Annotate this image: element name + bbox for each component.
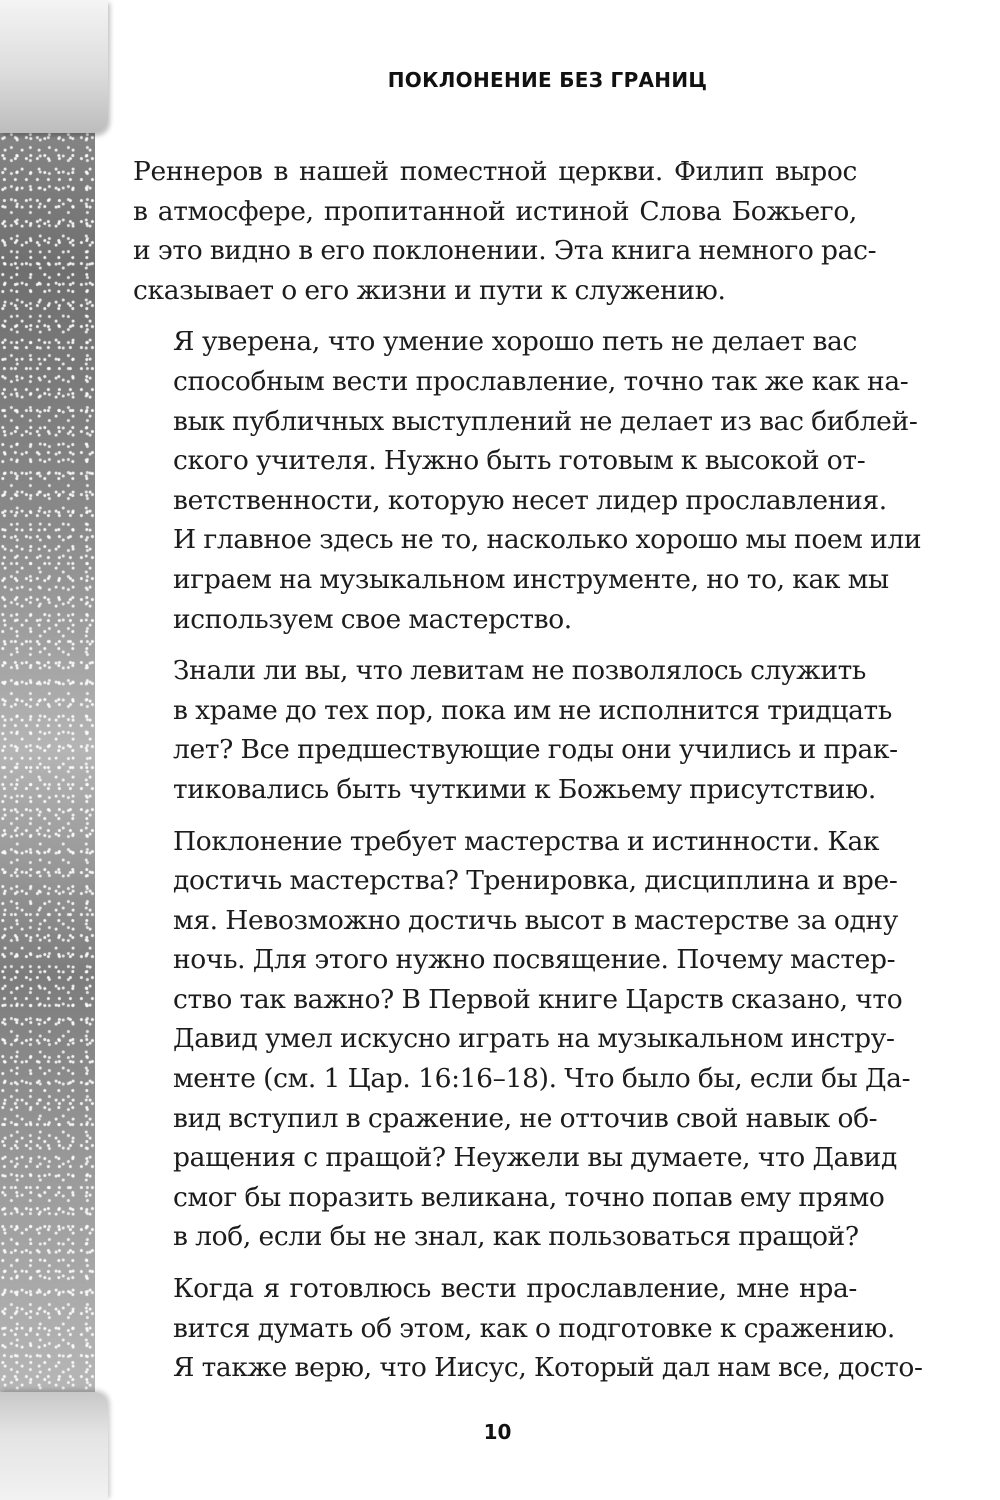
- text-line: менте (см. 1 Цар. 16:16–18). Что было бы, если бы Да-: [173, 1063, 911, 1095]
- text-line: ращения с пращой? Неужели вы думаете, что Давид: [173, 1142, 897, 1174]
- text-line: Когда я готовлюсь вести прославление, мне нра-: [173, 1273, 857, 1305]
- body-text: [133, 152, 923, 1400]
- text-line: ского учителя. Нужно быть готовым к высокой от-: [173, 445, 866, 477]
- paragraph: [133, 651, 898, 809]
- text-line: Я уверена, что умение хорошо петь не делает вас: [173, 326, 857, 358]
- text-line: используем свое мастерство.: [173, 603, 572, 635]
- text-line: играем на музыкальном инструменте, но то, как мы: [173, 563, 889, 595]
- text-line: ство так важно? В Первой книге Царств сказано, что: [173, 983, 903, 1015]
- text-line: сказывает о его жизни и пути к служению.: [133, 274, 726, 306]
- text-line: и это видно в его поклонении. Эта книга немного рас-: [133, 235, 877, 267]
- text-line: смог бы поразить великана, точно попав ему прямо: [173, 1181, 885, 1213]
- decorative-bottom-tab: [0, 1392, 108, 1500]
- text-line: тиковались быть чуткими к Божьему присутствию.: [173, 773, 876, 805]
- decorative-side-strip: [0, 0, 95, 1500]
- paragraph: [133, 322, 922, 639]
- paragraph: [133, 152, 877, 310]
- text-line: в храме до тех пор, пока им не исполнится тридцать: [173, 694, 892, 726]
- text-line: достичь мастерства? Тренировка, дисциплина и вре-: [173, 865, 898, 897]
- text-line: Давид умел искусно играть на музыкальном инстру-: [173, 1023, 895, 1055]
- running-head: ПОКЛОНЕНИЕ БЕЗ ГРАНИЦ: [387, 68, 708, 92]
- text-line: Реннеров в нашей поместной церкви. Филип вырос: [133, 156, 857, 187]
- text-line: в лоб, если бы не знал, как пользоваться пращой?: [173, 1221, 859, 1253]
- text-line: ветственности, которую несет лидер прославления.: [173, 484, 887, 516]
- text-line: вид вступил в сражение, не отточив свой навык об-: [173, 1102, 878, 1134]
- text-line: способным вести прославление, точно так же как на-: [173, 365, 909, 397]
- paragraph: [133, 1269, 923, 1388]
- text-line: ночь. Для этого нужно посвящение. Почему мастер-: [173, 944, 896, 976]
- text-line: лет? Все предшествующие годы они учились и прак-: [173, 734, 898, 766]
- text-line: вык публичных выступлений не делает из вас библей-: [173, 405, 918, 437]
- text-line: мя. Невозможно достичь высот в мастерстве за одну: [173, 904, 898, 936]
- text-line: Поклонение требует мастерства и истинности. Как: [173, 825, 880, 857]
- text-line: Я также верю, что Иисус, Который дал нам все, досто-: [173, 1352, 923, 1384]
- text-line: Знали ли вы, что левитам не позволялось служить: [173, 655, 867, 687]
- decorative-top-tab: [0, 0, 108, 133]
- text-line: в атмосфере, пропитанной истиной Слова Божьего,: [133, 195, 857, 227]
- text-line: вится думать об этом, как о подготовке к сражению.: [173, 1312, 895, 1344]
- paragraph: [133, 822, 911, 1258]
- page-number: 10: [483, 1420, 512, 1444]
- text-line: И главное здесь не то, насколько хорошо мы поем или: [173, 524, 922, 556]
